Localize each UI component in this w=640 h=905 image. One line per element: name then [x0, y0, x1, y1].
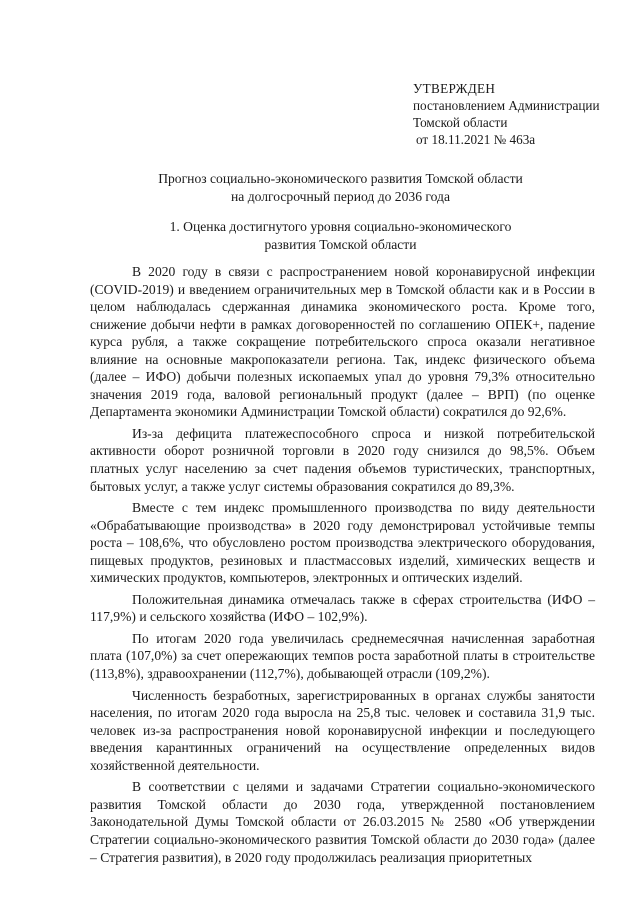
section-heading	[118, 218, 563, 254]
document-body	[90, 263, 595, 870]
approval-authority: постановлением Администрации	[413, 98, 600, 113]
paragraph-1: В 2020 году в связи с распространением новой коронавирусной инфекции (COVID-2019) и введением ограничительных мер в Томской области как и в России в целом наблюдалась сдержанная динамика экономического роста. Кроме того, снижение добычи нефти в рамках договоренностей по соглашению ОПЕК+, падение курса рубля, а также сокращение потребительского спроса оказали негативное влияние на основные макропоказатели региона. Так, индекс физического объема (далее – ИФО) добычи полезных ископаемых упал до уровня 79,3% относительно значения 2019 года, валовой региональный продукт (далее – ВРП) (по оценке Департамента экономики Администрации Томской области) сократился до 92,6%.	[90, 264, 595, 420]
approval-region: Томской области	[413, 115, 508, 130]
approval-stamp	[413, 80, 600, 148]
paragraph-2: Из-за дефицита платежеспособного спроса и низкой потребительской активности оборот розничной торговли в 2020 году снизился до 98,5%. Объем платных услуг населению за счет падения объемов туристических, транспортных, бытовых услуг, а также услуг системы образования сократился до 89,3%.	[90, 425, 595, 494]
paragraph-7: В соответствии с целями и задачами Стратегии социально-экономического развития Томской области до 2030 года, утвержденной постановлением Законодательной Думы Томской области от 26.03.2015 № 2580 «Об утверждении Стратегии социально-экономического развития Томской области до 2030 года» (далее – Стратегия развития), в 2020 году продолжилась реализация приоритетных	[90, 779, 595, 865]
approval-heading: УТВЕРЖДЕН	[413, 81, 496, 96]
approval-date-number: от 18.11.2021 № 463а	[416, 132, 536, 147]
paragraph-6: Численность безработных, зарегистрированных в органах службы занятости населения, по итогам 2020 года выросла на 25,8 тыс. человек и составила 31,9 тыс. человек из-за распространения новой коронавирусной инфекции и последующего введения карантинных ограничений на осуществление определенных видов хозяйственной деятельности.	[90, 687, 595, 773]
paragraph-4: Положительная динамика отмечалась также в сферах строительства (ИФО – 117,9%) и сельского хозяйства (ИФО – 102,9%).	[90, 591, 595, 625]
section-heading-line-2: развития Томской области	[264, 237, 417, 252]
document-title-line-2: на долгосрочный период до 2036 года	[231, 189, 450, 204]
document-title-line-1: Прогноз социально-экономического развития Томской области	[158, 171, 523, 186]
paragraph-5: По итогам 2020 года увеличилась среднемесячная начисленная заработная плата (107,0%) за счет опережающих темпов роста заработной платы в строительстве (113,8%), здравоохранении (112,7%), добывающей отрасли (109,2%).	[90, 630, 595, 682]
paragraph-3: Вместе с тем индекс промышленного производства по виду деятельности «Обрабатывающие производства» в 2020 году демонстрировал устойчивые темпы роста – 108,6%, что обусловлено ростом производства электрического оборудования, пищевых продуктов, резиновых и пластмассовых изделий, химических веществ и химических продуктов, компьютеров, электронных и оптических изделий.	[90, 500, 595, 586]
section-heading-line-1: 1. Оценка достигнутого уровня социально-экономического	[169, 219, 512, 234]
document-title	[118, 170, 563, 206]
